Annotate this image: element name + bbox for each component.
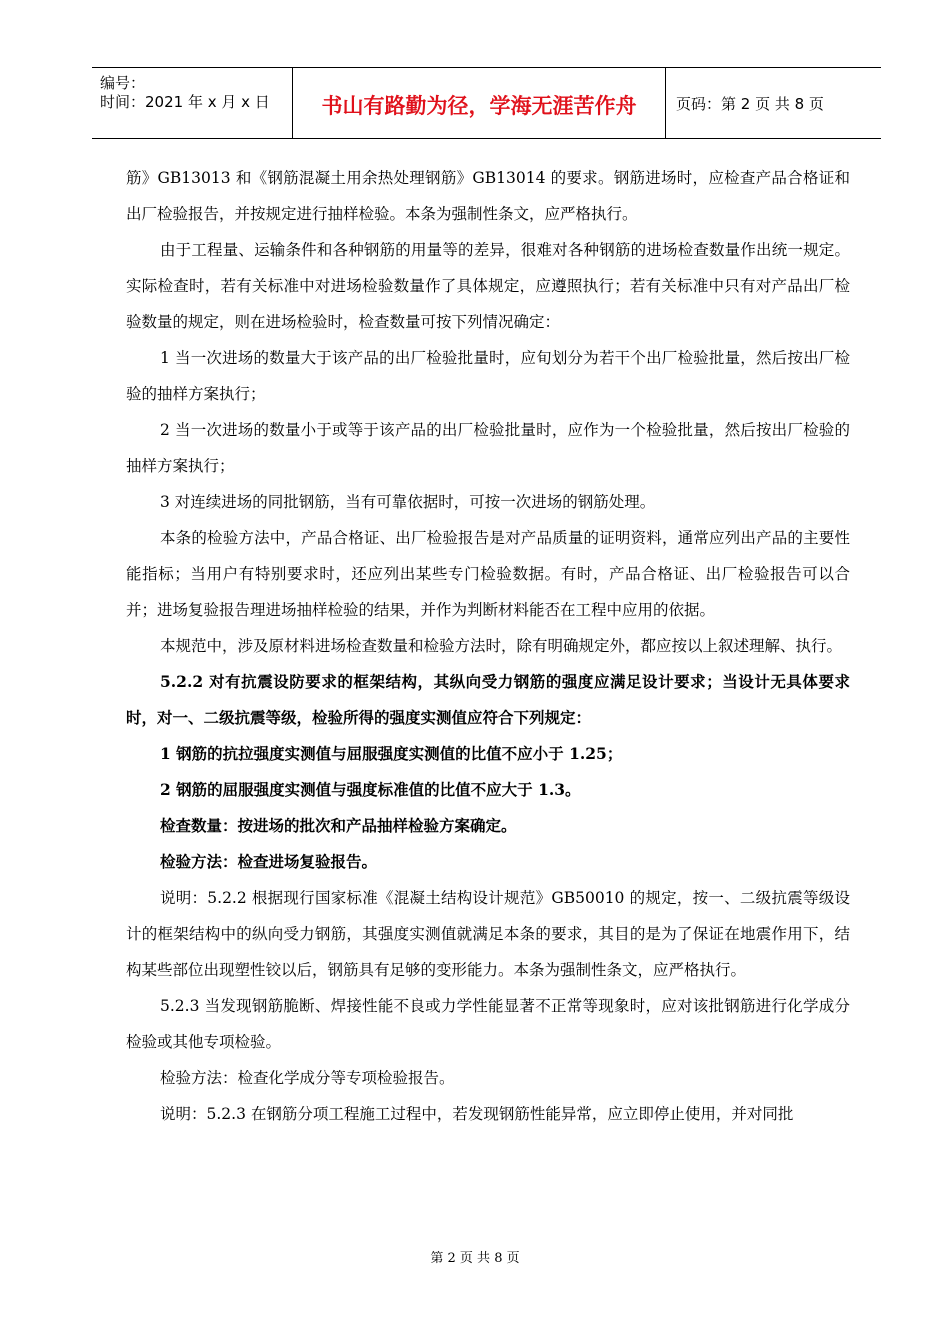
time-label: 时间：2021 年 x 月 x 日 — [100, 93, 270, 111]
document-body — [126, 160, 850, 1132]
paragraph: 筋》GB13013 和《钢筋混凝土用余热处理钢筋》GB13014 的要求。钢筋进场时，应检查产品合格证和出厂检验报告，并按规定进行抽样检验。本条为强制性条文，应严格执行。 — [126, 169, 850, 223]
header-motto-cell — [293, 68, 666, 138]
clause-heading: 5.2.2 对有抗震设防要求的框架结构，其纵向受力钢筋的强度应满足设计要求；当设计无具体要求时，对一、二级抗震等级，检验所得的强度实测值应符合下列规定： — [126, 672, 850, 727]
list-item: 2 当一次进场的数量小于或等于该产品的出厂检验批量时，应作为一个检验批量，然后按出厂检验的抽样方案执行； — [126, 421, 850, 475]
explanation: 说明：5.2.3 在钢筋分项工程施工过程中，若发现钢筋性能异常，应立即停止使用，并对同批 — [160, 1105, 794, 1123]
number-label: 编号： — [100, 74, 146, 92]
paragraph: 本条的检验方法中，产品合格证、出厂检验报告是对产品质量的证明资料，通常应列出产品的主要性能指标；当用户有特别要求时，还应列出某些专门检验数据。有时，产品合格证、出厂检验报告可以合并；进场复验报告理进场抽样检验的结果，并作为判断材料能否在工程中应用的依据。 — [126, 529, 850, 619]
list-item: 3 对连续进场的同批钢筋，当有可靠依据时，可按一次进场的钢筋处理。 — [160, 493, 656, 511]
explanation: 说明：5.2.2 根据现行国家标准《混凝土结构设计规范》GB50010 的规定，按一、二级抗震等级设计的框架结构中的纵向受力钢筋，其强度实测值就满足本条的要求，其目的是为了保证在地震作用下，结构某些部位出现塑性铰以后，钢筋具有足够的变形能力。本条为强制性条文，应严格执行。 — [126, 889, 850, 979]
header-page-cell — [666, 68, 881, 138]
header-meta-cell — [92, 68, 293, 138]
list-item: 1 当一次进场的数量大于该产品的出厂检验批量时，应旬划分为若干个出厂检验批量，然后按出厂检验的抽样方案执行； — [126, 349, 850, 403]
inspection-method: 检验方法：检查化学成分等专项检验报告。 — [160, 1069, 455, 1087]
page-footer: 第 2 页 共 8 页 — [430, 1251, 520, 1266]
header-motto: 书山有路勤为径，学海无涯苦作舟 — [321, 94, 637, 118]
clause-item: 2 钢筋的屈服强度实测值与强度标准值的比值不应大于 1.3。 — [160, 780, 581, 799]
inspection-quantity: 检查数量：按进场的批次和产品抽样检验方案确定。 — [160, 816, 517, 835]
header-page-info: 页码：第 2 页 共 8 页 — [676, 95, 824, 113]
paragraph: 由于工程量、运输条件和各种钢筋的用量等的差异，很难对各种钢筋的进场检查数量作出统一规定。实际检查时，若有关标准中对进场检验数量作了具体规定，应遵照执行；若有关标准中只有对产品出厂检验数量的规定，则在进场检验时，检查数量可按下列情况确定： — [126, 241, 850, 331]
clause-item: 1 钢筋的抗拉强度实测值与屈服强度实测值的比值不应小于 1.25； — [160, 744, 623, 763]
page-header — [92, 67, 881, 139]
clause-text: 5.2.3 当发现钢筋脆断、焊接性能不良或力学性能显著不正常等现象时，应对该批钢筋进行化学成分检验或其他专项检验。 — [126, 997, 850, 1051]
inspection-method: 检验方法：检查进场复验报告。 — [160, 852, 378, 871]
paragraph: 本规范中，涉及原材料进场检查数量和检验方法时，除有明确规定外，都应按以上叙述理解、执行。 — [160, 637, 843, 655]
